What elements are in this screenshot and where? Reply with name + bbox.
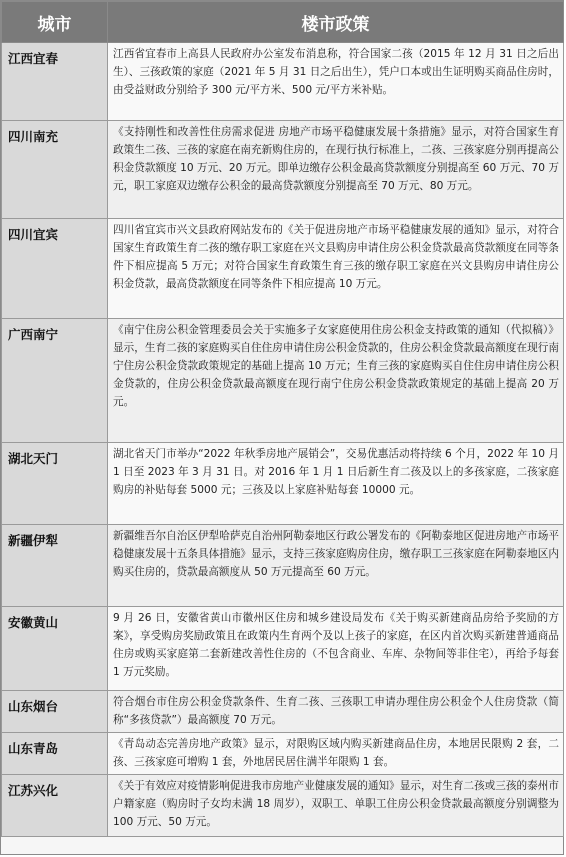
row-city: 江西宜春 bbox=[2, 43, 108, 121]
row-policy: 湖北省天门市举办“2022 年秋季房地产展销会”，交易优惠活动将持续 6 个月，2022 年 10 月 1 日至 2023 年 3 月 31 日。对 2016 年 1 月 1 日后新生育二孩及以上的多孩家庭，二孩家庭购房的补贴每套 5000 元；三孩及以上家庭补贴每套 10000 元。 bbox=[108, 443, 564, 525]
table-row bbox=[2, 525, 564, 607]
table-row bbox=[2, 319, 564, 443]
row-policy: 四川省宜宾市兴文县政府网站发布的《关于促进房地产市场平稳健康发展的通知》显示，对符合国家生育政策生育二孩的缴存职工家庭在兴文县购房申请住房公积金贷款最高贷款额度在同等条件下相应提高 5 万元；对符合国家生育政策生育三孩的缴存职工家庭在兴文县购房申请住房公积金贷款，最高贷款额度在同等条件下相应提高 10 万元。 bbox=[108, 219, 564, 319]
row-policy: 《南宁住房公积金管理委员会关于实施多子女家庭使用住房公积金支持政策的通知（代拟稿）》显示，生育二孩的家庭购买自住住房申请住房公积金贷款的，住房公积金贷款最高额度在现行南宁住房公积金贷款政策规定的基础上提高 10 万元；生育三孩的家庭购买自住住房申请住房公积金贷款的，住房公积金贷款最高额度在现行南宁住房公积金贷款政策规定的基础上提高 20 万元。 bbox=[108, 319, 564, 443]
table-row bbox=[2, 121, 564, 219]
row-city: 山东烟台 bbox=[2, 691, 108, 733]
policy-table bbox=[1, 1, 564, 837]
table-row bbox=[2, 43, 564, 121]
row-city: 广西南宁 bbox=[2, 319, 108, 443]
row-policy: 江西省宜春市上高县人民政府办公室发布消息称，符合国家二孩（2015 年 12 月 31 日之后出生）、三孩政策的家庭（2021 年 5 月 31 日之后出生），凭户口本或出生证明购买商品住房时，由受益财政分别给予 300 元/平方米、500 元/平方米补贴。 bbox=[108, 43, 564, 121]
table-row bbox=[2, 607, 564, 691]
row-policy: 《关于有效应对疫情影响促进我市房地产业健康发展的通知》显示，对生育二孩或三孩的泰州市户籍家庭（购房时子女均未满 18 周岁），双职工、单职工住房公积金贷款最高额度分别调整为 100 万元、50 万元。 bbox=[108, 775, 564, 837]
table-row bbox=[2, 443, 564, 525]
row-policy: 《支持刚性和改善性住房需求促进 房地产市场平稳健康发展十条措施》显示，对符合国家生育政策生二孩、三孩的家庭在南充新购住房的，在现行执行标准上，二孩、三孩家庭分别再提高公积金贷款额度 10 万元、20 万元。即单边缴存公积金最高贷款额度分别提高至 60 万元、70 万元，职工家庭双边缴存公积金的最高贷款额度分别提高至 70 万元、80 万元。 bbox=[108, 121, 564, 219]
row-city: 山东青岛 bbox=[2, 733, 108, 775]
row-city: 江苏兴化 bbox=[2, 775, 108, 837]
row-policy: 新疆维吾尔自治区伊犁哈萨克自治州阿勒泰地区行政公署发布的《阿勒泰地区促进房地产市场平稳健康发展十五条具体措施》显示，支持三孩家庭购房住房，缴存职工三孩家庭在阿勒泰地区内购买住房的，贷款最高额度从 50 万元提高至 60 万元。 bbox=[108, 525, 564, 607]
row-city: 四川宜宾 bbox=[2, 219, 108, 319]
row-city: 湖北天门 bbox=[2, 443, 108, 525]
table-row bbox=[2, 691, 564, 733]
table-row bbox=[2, 775, 564, 837]
row-city: 四川南充 bbox=[2, 121, 108, 219]
table-row bbox=[2, 219, 564, 319]
table-row bbox=[2, 733, 564, 775]
table-header-row bbox=[2, 2, 564, 43]
row-city: 新疆伊犁 bbox=[2, 525, 108, 607]
row-policy: 9 月 26 日，安徽省黄山市徽州区住房和城乡建设局发布《关于购买新建商品房给予奖励的方案》，享受购房奖励政策且在政策内生育两个及以上孩子的家庭，在区内首次购买新建普通商品住房或购买家庭第二套新建改善性住房的（不包含商业、车库、杂物间等非住宅），再给予每套 1 万元奖励。 bbox=[108, 607, 564, 691]
header-city: 城市 bbox=[2, 2, 108, 43]
row-policy: 《青岛动态完善房地产政策》显示，对限购区域内购买新建商品住房，本地居民限购 2 套，二孩、三孩家庭可增购 1 套，外地居民居住满半年限购 1 套。 bbox=[108, 733, 564, 775]
header-policy: 楼市政策 bbox=[108, 2, 564, 43]
row-policy: 符合烟台市住房公积金贷款条件、生育二孩、三孩职工申请办理住房公积金个人住房贷款（简称“多孩贷款”）最高额度 70 万元。 bbox=[108, 691, 564, 733]
row-city: 安徽黄山 bbox=[2, 607, 108, 691]
